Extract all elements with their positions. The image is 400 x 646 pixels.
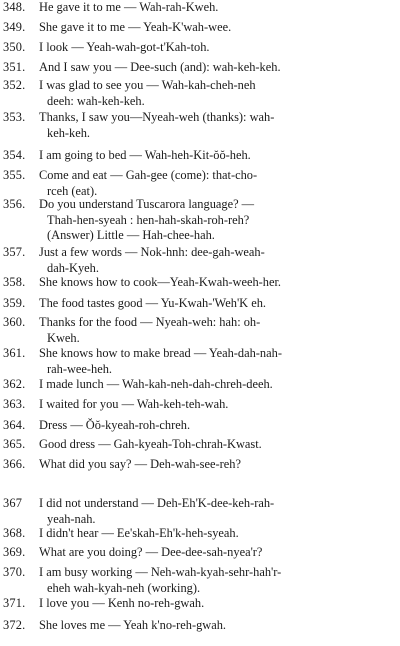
entry-text bbox=[39, 457, 392, 473]
entry-continuation-line: rceh (eat). bbox=[47, 183, 98, 198]
entry-line: She gave it to me — Yeah-K'wah-wee. bbox=[39, 20, 232, 34]
phrase-entry bbox=[0, 148, 392, 164]
phrase-entry bbox=[0, 296, 392, 312]
phrase-entry bbox=[0, 526, 392, 542]
phrase-entry bbox=[0, 377, 392, 393]
entry-text bbox=[39, 596, 392, 612]
entry-line: I did not understand — Deh-Eh'K-dee-keh-rah- bbox=[39, 496, 275, 510]
entry-line: I made lunch — Wah-kah-neh-dah-chreh-deeh. bbox=[39, 377, 273, 391]
phrase-entry bbox=[0, 60, 392, 76]
entry-number: 368. bbox=[3, 526, 26, 540]
entry-number: 364. bbox=[3, 418, 26, 432]
entry-continuation-line: eheh wah-kyah-neh (working). bbox=[47, 580, 201, 595]
entry-line: I am going to bed — Wah-heh-Kit-ŏŏ-heh. bbox=[39, 148, 251, 162]
phrase-entry bbox=[0, 197, 392, 244]
entry-continuation-line: rah-wee-heh. bbox=[47, 361, 113, 376]
entry-line: What did you say? — Deh-wah-see-reh? bbox=[39, 457, 241, 471]
phrase-entry bbox=[0, 545, 392, 561]
phrase-entry bbox=[0, 418, 392, 434]
entry-number: 362. bbox=[3, 377, 26, 391]
entry-number: 366. bbox=[3, 457, 26, 471]
entry-line: She knows how to cook—Yeah-Kwah-weeh-her. bbox=[39, 275, 282, 289]
entry-number: 363. bbox=[3, 397, 26, 411]
entry-line: She loves me — Yeah k'no-reh-gwah. bbox=[39, 618, 227, 632]
entry-number: 357. bbox=[3, 245, 26, 259]
phrase-entry bbox=[0, 618, 392, 634]
entry-text bbox=[39, 618, 392, 634]
entry-number: 355. bbox=[3, 168, 26, 182]
entry-number: 351. bbox=[3, 60, 26, 74]
entry-number: 348. bbox=[3, 0, 26, 14]
entry-line: I love you — Kenh no-reh-gwah. bbox=[39, 596, 205, 610]
entry-text bbox=[39, 315, 392, 346]
phrase-entry bbox=[0, 245, 392, 276]
entry-line: Just a few words — Nok-hnh: dee-gah-weah- bbox=[39, 245, 265, 259]
phrase-entry bbox=[0, 110, 392, 141]
entry-text bbox=[39, 565, 392, 596]
entry-line: The food tastes good — Yu-Kwah-'Weh'K eh. bbox=[39, 296, 267, 310]
entry-text bbox=[39, 437, 392, 453]
phrase-entry bbox=[0, 397, 392, 413]
entry-text bbox=[39, 197, 392, 244]
phrase-entry bbox=[0, 346, 392, 377]
entry-number: 369. bbox=[3, 545, 26, 559]
entry-number: 371. bbox=[3, 596, 26, 610]
entry-number: 370. bbox=[3, 565, 26, 579]
entry-text bbox=[39, 545, 392, 561]
entry-continuation-line: yeah-nah. bbox=[47, 511, 96, 526]
entry-line: He gave it to me — Wah-rah-Kweh. bbox=[39, 0, 219, 14]
entry-text bbox=[39, 245, 392, 276]
entry-number: 352. bbox=[3, 78, 26, 92]
entry-number: 360. bbox=[3, 315, 26, 329]
entry-line: Dress — Ŏŏ-kyeah-roh-chreh. bbox=[39, 418, 191, 432]
entry-number: 361. bbox=[3, 346, 26, 360]
entry-text bbox=[39, 418, 392, 434]
phrase-entry bbox=[0, 437, 392, 453]
entry-continuation-line: (Answer) Little — Hah-chee-hah. bbox=[47, 228, 215, 243]
entry-line: Do you understand Tuscarora language? — bbox=[39, 197, 255, 211]
entry-text bbox=[39, 78, 392, 109]
entry-text bbox=[39, 148, 392, 164]
entry-text bbox=[39, 168, 392, 199]
entry-line: Thanks, I saw you—Nyeah-weh (thanks): wah- bbox=[39, 110, 275, 124]
phrase-entry bbox=[0, 275, 392, 291]
entry-continuation-line: dah-Kyeh. bbox=[47, 260, 99, 275]
entry-continuation-line: Kweh. bbox=[47, 330, 80, 345]
entry-line: What are you doing? — Dee-dee-sah-nyea'r? bbox=[39, 545, 263, 559]
entry-line: I look — Yeah-wah-got-t'Kah-toh. bbox=[39, 40, 210, 54]
entry-number: 353. bbox=[3, 110, 26, 124]
entry-number: 372. bbox=[3, 618, 26, 632]
entry-continuation-line: deeh: wah-keh-keh. bbox=[47, 93, 145, 108]
entry-number: 367 bbox=[3, 496, 23, 510]
entry-text bbox=[39, 0, 392, 16]
entry-number: 358. bbox=[3, 275, 26, 289]
phrase-entry bbox=[0, 168, 392, 199]
entry-text bbox=[39, 20, 392, 36]
entry-number: 350. bbox=[3, 40, 26, 54]
entry-line: I was glad to see you — Wah-kah-cheh-neh bbox=[39, 78, 256, 92]
entry-text bbox=[39, 40, 392, 56]
entry-continuation-line: Thah-hen-syeah : hen-hah-skah-roh-reh? bbox=[47, 212, 250, 227]
entry-number: 365. bbox=[3, 437, 26, 451]
entry-line: I am busy working — Neh-wah-kyah-sehr-hah'r- bbox=[39, 565, 282, 579]
entry-text bbox=[39, 275, 392, 291]
entry-number: 359. bbox=[3, 296, 26, 310]
phrase-entry bbox=[0, 40, 392, 56]
entry-text bbox=[39, 60, 392, 76]
entry-number: 356. bbox=[3, 197, 26, 211]
entry-line: I didn't hear — Ee'skah-Eh'k-heh-syeah. bbox=[39, 526, 239, 540]
entry-text bbox=[39, 346, 392, 377]
entry-text bbox=[39, 110, 392, 141]
entry-text bbox=[39, 296, 392, 312]
entry-text bbox=[39, 526, 392, 542]
phrase-entry bbox=[0, 0, 392, 16]
entry-line: Thanks for the food — Nyeah-weh: hah: oh- bbox=[39, 315, 261, 329]
phrase-entry bbox=[0, 315, 392, 346]
phrase-entry bbox=[0, 565, 392, 596]
entry-line: She knows how to make bread — Yeah-dah-nah- bbox=[39, 346, 282, 360]
entry-continuation-line: keh-keh. bbox=[47, 125, 91, 140]
entry-line: Come and eat — Gah-gee (come): that-cho- bbox=[39, 168, 258, 182]
phrase-entry bbox=[0, 457, 392, 473]
entry-text bbox=[39, 397, 392, 413]
entry-number: 349. bbox=[3, 20, 26, 34]
entry-line: And I saw you — Dee-such (and): wah-keh-keh. bbox=[39, 60, 281, 74]
phrase-entry bbox=[0, 78, 392, 109]
phrase-entry bbox=[0, 596, 392, 612]
entry-line: I waited for you — Wah-keh-teh-wah. bbox=[39, 397, 229, 411]
phrase-entry bbox=[0, 20, 392, 36]
phrase-entry bbox=[0, 496, 392, 527]
entry-text bbox=[39, 377, 392, 393]
entry-text bbox=[39, 496, 392, 527]
entry-number: 354. bbox=[3, 148, 26, 162]
entry-line: Good dress — Gah-kyeah-Toh-chrah-Kwast. bbox=[39, 437, 262, 451]
